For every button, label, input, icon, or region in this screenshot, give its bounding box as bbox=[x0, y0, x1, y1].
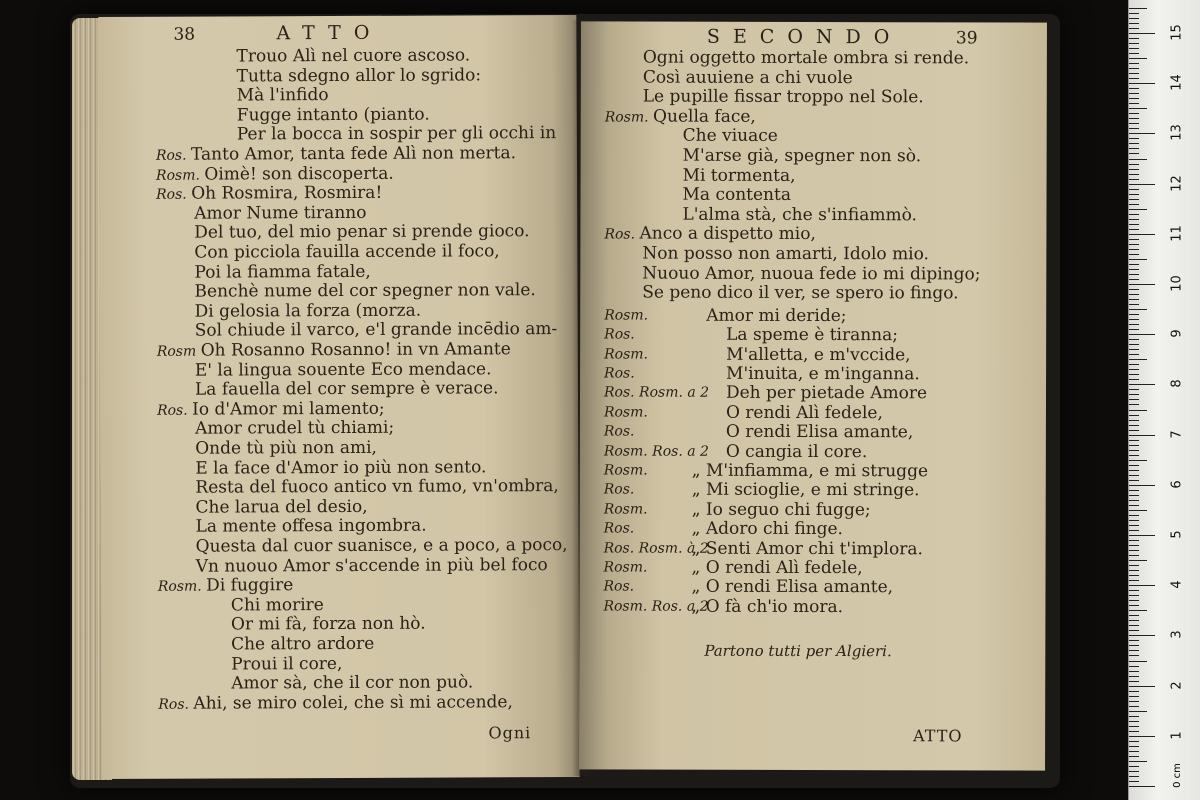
ruler-tick bbox=[1129, 776, 1139, 777]
ruler-tick bbox=[1129, 88, 1139, 89]
ruler-tick bbox=[1129, 204, 1139, 205]
ruler-tick bbox=[1129, 344, 1139, 345]
speaker-label: Ros. bbox=[157, 402, 193, 419]
left-line: Tutta sdegno allor lo sgrido: bbox=[236, 64, 482, 87]
ruler-tick bbox=[1129, 575, 1139, 576]
ruler-tick bbox=[1129, 545, 1139, 546]
ruler-tick bbox=[1129, 555, 1139, 556]
ruler-tick bbox=[1129, 525, 1139, 526]
dialogue-text: M'alletta, e m'vccide, bbox=[726, 344, 911, 365]
verse-text: Anco a dispetto mio, bbox=[639, 223, 816, 245]
ruler-tick bbox=[1129, 500, 1139, 501]
right-page-number: 39 bbox=[955, 28, 978, 49]
right-catchword: ATTO bbox=[913, 726, 963, 746]
ruler-tick bbox=[1129, 610, 1147, 611]
ruler-tick bbox=[1129, 224, 1139, 225]
ruler-number: 13 bbox=[1169, 124, 1185, 142]
ruler-tick bbox=[1129, 701, 1139, 702]
ruler-tick bbox=[1129, 550, 1139, 551]
ruler-tick bbox=[1129, 284, 1155, 285]
speaker-label: Ros. bbox=[604, 226, 640, 243]
right-line: Se peno dico il ver, se spero io fingo. bbox=[642, 282, 959, 304]
ruler-tick bbox=[1129, 33, 1155, 34]
left-line: Trouo Alì nel cuore ascoso. bbox=[236, 45, 471, 67]
ruler-number: 1 bbox=[1169, 731, 1185, 740]
ruler-tick bbox=[1129, 339, 1139, 340]
right-line: M'arse già, spegner non sò. bbox=[682, 145, 922, 167]
ruler-tick bbox=[1129, 379, 1139, 380]
ruler-tick bbox=[1129, 174, 1139, 175]
measuring-ruler bbox=[1128, 0, 1200, 800]
ruler-tick bbox=[1129, 741, 1139, 742]
dialogue-text: La speme è tiranna; bbox=[726, 324, 899, 346]
left-line: Con picciola fauilla accende il foco, bbox=[194, 241, 500, 263]
ruler-tick bbox=[1129, 781, 1139, 782]
speaker-label: Rosm bbox=[156, 343, 201, 360]
ruler-tick bbox=[1129, 746, 1139, 747]
ruler-tick bbox=[1129, 148, 1139, 149]
ruler-tick bbox=[1129, 78, 1139, 79]
ruler-tick bbox=[1129, 304, 1139, 305]
ruler-tick bbox=[1129, 691, 1139, 692]
ruler-tick bbox=[1129, 199, 1139, 200]
ruler-tick bbox=[1129, 279, 1139, 280]
ruler-tick bbox=[1129, 229, 1139, 230]
ruler-tick bbox=[1129, 681, 1139, 682]
ruler-tick bbox=[1129, 53, 1139, 54]
ruler-tick bbox=[1129, 520, 1139, 521]
left-line: Per la bocca in sospir per gli occhi in bbox=[236, 123, 557, 145]
speaker-label: Rosm. bbox=[155, 167, 205, 184]
ruler-number: 3 bbox=[1169, 630, 1185, 640]
ruler-tick bbox=[1129, 410, 1147, 411]
ruler-tick bbox=[1129, 404, 1139, 405]
verse-text: Oh Rosanno Rosanno! in vn Amante bbox=[200, 339, 511, 361]
left-line: Del tuo, del mio penar si prende gioco. bbox=[194, 221, 530, 244]
ruler-number: 11 bbox=[1169, 225, 1185, 242]
ruler-tick bbox=[1129, 645, 1139, 646]
dialogue-text: Amor mi deride; bbox=[706, 305, 847, 326]
ruler-tick bbox=[1129, 605, 1139, 606]
ruler-tick bbox=[1129, 63, 1139, 64]
ruler-tick bbox=[1129, 450, 1139, 451]
left-page bbox=[98, 15, 579, 779]
ruler-number: 14 bbox=[1169, 74, 1185, 91]
ruler-number: 15 bbox=[1169, 24, 1185, 41]
ruler-tick bbox=[1129, 138, 1139, 139]
dialogue-speaker: Ros. bbox=[604, 326, 635, 343]
ruler-tick bbox=[1129, 570, 1139, 571]
ruler-tick bbox=[1129, 214, 1139, 215]
ruler-tick bbox=[1129, 309, 1147, 310]
ruler-tick bbox=[1129, 329, 1139, 330]
ruler-number: 12 bbox=[1169, 174, 1185, 192]
ruler-tick bbox=[1129, 425, 1139, 426]
ruler-tick bbox=[1129, 580, 1139, 581]
left-line: Di gelosia la forza (morza. bbox=[194, 300, 422, 322]
right-line: Ma contenta bbox=[682, 184, 792, 206]
right-line bbox=[604, 224, 816, 246]
left-line bbox=[157, 399, 385, 421]
stage-direction: Partono tutti per Algieri. bbox=[704, 641, 892, 661]
ruler-tick bbox=[1129, 234, 1155, 235]
dialogue-text: O cangia il core. bbox=[725, 441, 868, 462]
ruler-tick bbox=[1129, 470, 1139, 471]
left-line: Poi la fiamma fatale, bbox=[194, 261, 371, 283]
ruler-tick bbox=[1129, 349, 1139, 350]
ruler-tick bbox=[1129, 716, 1139, 717]
dialogue-speaker: Rosm. bbox=[604, 307, 649, 324]
ruler-tick bbox=[1129, 128, 1139, 129]
ruler-tick bbox=[1129, 319, 1139, 320]
left-line bbox=[156, 163, 394, 185]
dialogue-speaker: Ros. bbox=[603, 423, 635, 440]
ruler-tick bbox=[1129, 184, 1155, 185]
ruler-tick bbox=[1129, 133, 1155, 134]
left-line: Onde tù più non ami, bbox=[195, 437, 378, 459]
left-page-number: 38 bbox=[173, 24, 196, 45]
dialogue-speaker: Rosm. Ros. a 2 bbox=[603, 443, 709, 460]
dialogue-speaker: Ros. Rosm. a 2 bbox=[603, 384, 710, 402]
ruler-tick bbox=[1129, 58, 1147, 59]
ruler-tick bbox=[1129, 671, 1139, 672]
ruler-tick bbox=[1129, 731, 1139, 732]
ruler-tick bbox=[1129, 615, 1139, 616]
ruler-tick bbox=[1129, 540, 1139, 541]
verse-text: Oimè! son discoperta. bbox=[204, 163, 394, 185]
ruler-tick bbox=[1129, 269, 1139, 270]
dialogue-text: M'inuita, e m'inganna. bbox=[726, 363, 920, 385]
left-line: Mà l'infido bbox=[236, 85, 329, 106]
ruler-tick bbox=[1129, 585, 1155, 586]
ruler-tick bbox=[1129, 480, 1139, 481]
ruler-tick bbox=[1129, 189, 1139, 190]
speaker-label: Rosm. bbox=[157, 578, 207, 595]
dialogue-speaker: Ros. Rosm. à 2 bbox=[603, 540, 709, 557]
right-page bbox=[579, 21, 1047, 770]
left-line: Vn nuouo Amor s'accende in più bel foco bbox=[195, 554, 548, 577]
verse-text: Io d'Amor mi lamento; bbox=[192, 398, 385, 420]
ruler-number: 2 bbox=[1169, 680, 1185, 690]
left-line: Or mi fà, forza non hò. bbox=[230, 614, 426, 635]
ruler-tick bbox=[1129, 259, 1147, 260]
ruler-tick bbox=[1129, 254, 1139, 255]
ruler-tick bbox=[1129, 389, 1139, 390]
ruler-tick bbox=[1129, 13, 1139, 14]
ruler-tick bbox=[1129, 374, 1139, 375]
ruler-tick bbox=[1129, 153, 1139, 154]
ruler-tick bbox=[1129, 28, 1139, 29]
dialogue-speaker: Ros. bbox=[603, 520, 635, 537]
dialogue-speaker: Rosm. bbox=[603, 501, 648, 518]
dialogue-speaker: Rosm. bbox=[603, 559, 648, 576]
right-line bbox=[605, 106, 756, 127]
right-line: Le pupille fissar troppo nel Sole. bbox=[642, 86, 924, 108]
ruler-tick bbox=[1129, 495, 1139, 496]
ruler-tick bbox=[1129, 239, 1139, 240]
dialogue-text: „ M'infiamma, e mi strugge bbox=[691, 460, 929, 482]
ruler-tick bbox=[1129, 73, 1139, 74]
verse-text: Tanto Amor, tanta fede Alì non merta. bbox=[190, 143, 517, 165]
ruler-tick bbox=[1129, 666, 1139, 667]
left-line: Benchè nume del cor spegner non vale. bbox=[194, 280, 536, 302]
left-line: Che larua del desio, bbox=[195, 496, 368, 518]
ruler-tick bbox=[1129, 460, 1147, 461]
dialogue-speaker: Rosm. bbox=[603, 404, 648, 421]
ruler-tick bbox=[1129, 169, 1139, 170]
ruler-number: 10 bbox=[1169, 275, 1185, 292]
ruler-tick bbox=[1129, 686, 1155, 687]
dialogue-text: „ Mi scioglie, e mi stringe. bbox=[691, 480, 920, 501]
dialogue-text: „ O fà ch'io mora. bbox=[691, 596, 844, 617]
ruler-tick bbox=[1129, 209, 1147, 210]
ruler-tick bbox=[1129, 535, 1155, 536]
verse-text: Ahi, se miro colei, che sì mi accende, bbox=[193, 692, 513, 714]
right-line: Che viuace bbox=[682, 126, 778, 147]
ruler-tick bbox=[1129, 179, 1139, 180]
ruler-tick bbox=[1129, 23, 1139, 24]
ruler-tick bbox=[1129, 595, 1139, 596]
left-line: La mente offesa ingombra. bbox=[195, 516, 427, 538]
ruler-tick bbox=[1129, 485, 1155, 486]
left-line bbox=[158, 692, 513, 715]
ruler-tick bbox=[1129, 465, 1139, 466]
ruler-tick bbox=[1129, 625, 1139, 626]
dialogue-speaker: Ros. bbox=[604, 365, 635, 382]
ruler-tick bbox=[1129, 93, 1139, 94]
ruler-tick bbox=[1129, 244, 1139, 245]
ruler-tick bbox=[1129, 324, 1139, 325]
left-line: Resta del fuoco antico vn fumo, vn'ombra, bbox=[195, 476, 559, 498]
ruler-tick bbox=[1129, 399, 1139, 400]
ruler-tick bbox=[1129, 415, 1139, 416]
ruler-unit-label: 0 cm bbox=[1171, 763, 1183, 788]
right-running-header: SECONDO bbox=[706, 25, 903, 49]
ruler-tick bbox=[1129, 83, 1155, 84]
ruler-tick bbox=[1129, 394, 1139, 395]
ruler-tick bbox=[1129, 721, 1139, 722]
ruler-tick bbox=[1129, 159, 1147, 160]
ruler-tick bbox=[1129, 445, 1139, 446]
dialogue-text: „ Senti Amor chi t'implora. bbox=[691, 538, 923, 559]
ruler-tick bbox=[1129, 726, 1139, 727]
ruler-number: 9 bbox=[1169, 329, 1185, 338]
left-line: Amor sà, che il cor non può. bbox=[231, 672, 474, 694]
dialogue-text: „ Adoro chi finge. bbox=[691, 518, 844, 540]
ruler-tick bbox=[1129, 294, 1139, 295]
ruler-tick bbox=[1129, 384, 1155, 385]
ruler-tick bbox=[1129, 756, 1139, 757]
ruler-tick bbox=[1129, 515, 1139, 516]
ruler-tick bbox=[1129, 430, 1139, 431]
ruler-tick bbox=[1129, 38, 1139, 39]
ruler-tick bbox=[1129, 676, 1139, 677]
ruler-number: 5 bbox=[1169, 530, 1185, 539]
ruler-tick bbox=[1129, 143, 1139, 144]
ruler-tick bbox=[1129, 706, 1139, 707]
verse-text: Quella face, bbox=[653, 106, 756, 127]
dialogue-speaker: Rosm. Ros. a 2 bbox=[603, 598, 709, 615]
left-line: Che altro ardore bbox=[231, 633, 375, 655]
ruler-tick bbox=[1129, 359, 1147, 360]
ruler-tick bbox=[1129, 565, 1139, 566]
ruler-tick bbox=[1129, 766, 1139, 767]
ruler-tick bbox=[1129, 490, 1139, 491]
ruler-tick bbox=[1129, 640, 1139, 641]
ruler-tick bbox=[1129, 786, 1155, 787]
ruler-tick bbox=[1129, 219, 1139, 220]
ruler-number: 4 bbox=[1169, 580, 1185, 589]
dialogue-text: „ O rendi Elisa amante, bbox=[691, 577, 894, 598]
ruler-tick bbox=[1129, 736, 1155, 737]
ruler-tick bbox=[1129, 274, 1139, 275]
ruler-tick bbox=[1129, 661, 1147, 662]
left-line bbox=[158, 575, 294, 597]
ruler-tick bbox=[1129, 505, 1139, 506]
ruler-tick bbox=[1129, 771, 1139, 772]
ruler-tick bbox=[1129, 123, 1139, 124]
verse-text: Oh Rosmira, Rosmira! bbox=[191, 182, 383, 204]
left-line: Sol chiude il varco, e'l grande incēdio am- bbox=[194, 319, 558, 342]
ruler-tick bbox=[1129, 475, 1139, 476]
left-running-header: ATTO bbox=[276, 21, 383, 45]
ruler-tick bbox=[1129, 68, 1139, 69]
ruler-tick bbox=[1129, 249, 1139, 250]
left-line bbox=[156, 183, 382, 205]
ruler-number: 7 bbox=[1169, 429, 1185, 439]
ruler-tick bbox=[1129, 314, 1139, 315]
ruler-tick bbox=[1129, 108, 1147, 109]
speaker-label: Ros. bbox=[158, 696, 194, 713]
ruler-tick bbox=[1129, 164, 1139, 165]
right-line: Nuouo Amor, nuoua fede io mi dipingo; bbox=[642, 263, 981, 285]
ruler-tick bbox=[1129, 560, 1147, 561]
right-line: Mi tormenta, bbox=[682, 165, 796, 186]
ruler-tick bbox=[1129, 650, 1139, 651]
ruler-tick bbox=[1129, 635, 1155, 636]
left-line: La fauella del cor sempre è verace. bbox=[194, 378, 499, 400]
ruler-tick bbox=[1129, 299, 1139, 300]
right-line: Così auuiene a chi vuole bbox=[642, 67, 853, 88]
ruler-tick bbox=[1129, 43, 1139, 44]
ruler-tick bbox=[1129, 98, 1139, 99]
left-line: Chi morire bbox=[230, 594, 324, 616]
dialogue-speaker: Rosm. bbox=[603, 462, 648, 479]
ruler-tick bbox=[1129, 696, 1139, 697]
dialogue-text: O rendi Elisa amante, bbox=[725, 421, 914, 443]
ruler-tick bbox=[1129, 118, 1139, 119]
ruler-tick bbox=[1129, 369, 1139, 370]
ruler-tick bbox=[1129, 435, 1155, 436]
ruler-tick bbox=[1129, 590, 1139, 591]
ruler-tick bbox=[1129, 655, 1139, 656]
left-line: Amor Nume tiranno bbox=[194, 202, 367, 224]
dialogue-text: „ Io seguo chi fugge; bbox=[691, 499, 871, 520]
ruler-tick bbox=[1129, 264, 1139, 265]
dialogue-speaker: Rosm. bbox=[604, 346, 649, 363]
ruler-tick bbox=[1129, 113, 1139, 114]
ruler-tick bbox=[1129, 334, 1155, 335]
left-line: E' la lingua souente Eco mendace. bbox=[194, 358, 492, 381]
ruler-tick bbox=[1129, 711, 1147, 712]
speaker-label: Rosm. bbox=[604, 109, 654, 126]
left-line bbox=[156, 143, 516, 166]
left-line: Fugge intanto (pianto. bbox=[236, 104, 430, 126]
ruler-number: 6 bbox=[1169, 480, 1185, 489]
ruler-tick bbox=[1129, 455, 1139, 456]
ruler-tick bbox=[1129, 751, 1139, 752]
ruler-tick bbox=[1129, 364, 1139, 365]
ruler-tick bbox=[1129, 630, 1139, 631]
ruler-tick bbox=[1129, 289, 1139, 290]
left-line: Proui il core, bbox=[231, 653, 343, 675]
right-line: Non posso non amarti, Idolo mio. bbox=[642, 243, 930, 265]
left-line: Questa dal cuor suanisce, e a poco, a poco, bbox=[195, 535, 568, 557]
speaker-label: Ros. bbox=[156, 186, 192, 203]
ruler-tick bbox=[1129, 194, 1139, 195]
ruler-tick bbox=[1129, 600, 1139, 601]
ruler-tick bbox=[1129, 420, 1139, 421]
left-catchword: Ogni bbox=[488, 723, 532, 743]
right-line: L'alma stà, che s'infiammò. bbox=[682, 204, 917, 226]
ruler-tick bbox=[1129, 530, 1139, 531]
dialogue-speaker: Ros. bbox=[603, 578, 635, 595]
ruler-tick bbox=[1129, 510, 1147, 511]
left-line: Amor crudel tù chiami; bbox=[195, 418, 395, 440]
ruler-tick bbox=[1129, 48, 1139, 49]
left-line: E la face d'Amor io più non sento. bbox=[195, 456, 487, 479]
ruler-tick bbox=[1129, 761, 1147, 762]
ruler-tick bbox=[1129, 354, 1139, 355]
dialogue-text: Deh per pietade Amore bbox=[725, 383, 928, 404]
ruler-tick bbox=[1129, 103, 1139, 104]
speaker-label: Ros. bbox=[155, 147, 192, 164]
ruler-tick bbox=[1129, 620, 1139, 621]
dialogue-speaker: Ros. bbox=[603, 481, 635, 498]
ruler-tick bbox=[1129, 440, 1139, 441]
dialogue-text: O rendi Alì fedele, bbox=[725, 402, 883, 423]
ruler-tick bbox=[1129, 8, 1147, 9]
right-line: Ogni oggetto mortale ombra si rende. bbox=[642, 47, 970, 69]
ruler-tick bbox=[1129, 18, 1139, 19]
verse-text: Di fuggire bbox=[206, 575, 294, 596]
dialogue-text: „ O rendi Alì fedele, bbox=[691, 557, 863, 579]
ruler-number: 8 bbox=[1169, 379, 1185, 389]
